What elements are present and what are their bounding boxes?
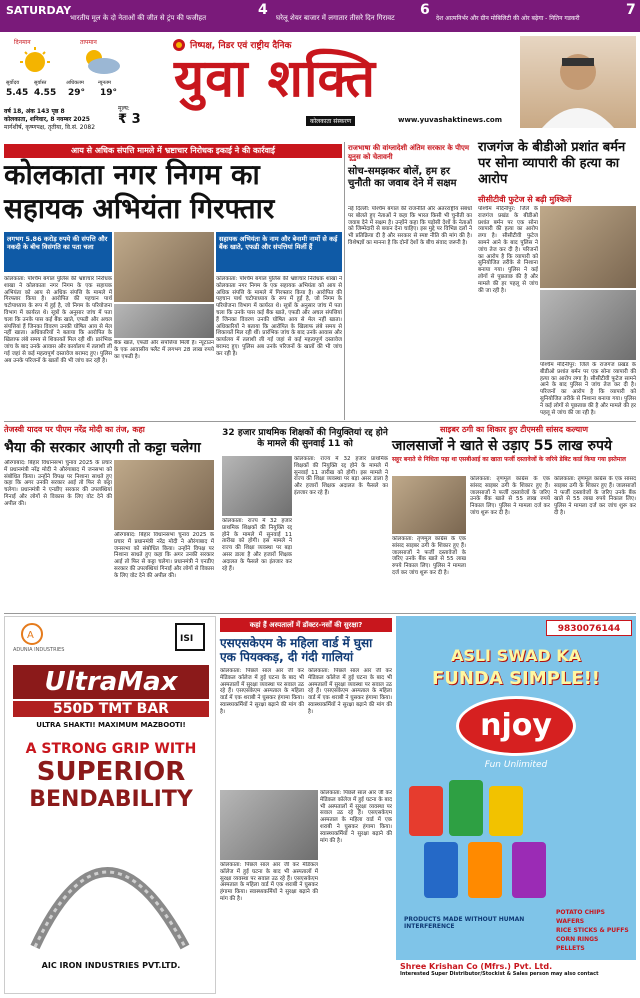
cyber-photo: [392, 476, 466, 534]
teaser-1[interactable]: भारतीय मूल के दो नेताओं की जीत से ट्रंप की फजीहत: [70, 14, 207, 22]
tejashwi-photo: [114, 460, 214, 530]
sunrise-value: 5.45: [6, 88, 29, 98]
cyber-body-2: कोलकाता: तृणमूल कांग्रेस के एक सांसद साइबर ठगी के शिकार हुए हैं। जालसाजों ने फर्जी दस्तावेजों के जरिए उनके बैंक खाते से 55 लाख रुपये निकाल लिए। पुलिस ने मामला दर्ज कर जांच शुरू कर दी है।: [470, 476, 550, 516]
weather-label-day: दिनमान: [14, 39, 31, 46]
ad-item: POTATO CHIPS: [556, 909, 605, 916]
edition-label: कोलकाता संस्करण: [306, 116, 355, 126]
lead-headline-1[interactable]: कोलकाता नगर निगम का: [4, 158, 260, 191]
tmt-bar-icon: [25, 827, 197, 957]
lead-photo-1: [114, 232, 214, 302]
sun-icon: [10, 46, 60, 76]
ad-product: 550D TMT BAR: [13, 701, 209, 717]
ad-items: [556, 908, 632, 953]
ad-slogan-1: ASLI SWAD KA: [450, 646, 582, 665]
ad-slogan-2: FUNDA SIMPLE!!: [431, 668, 601, 689]
right-lead-photo-2: [540, 290, 636, 360]
cyber-kicker: साइबर ठगी का शिकार हुए टीएमसी सांसद कल्याण: [439, 425, 589, 434]
website[interactable]: www.yuvashaktinews.com: [398, 116, 502, 124]
ad-sub: Fun Unlimited: [484, 760, 548, 770]
lead-sub-2: सहायक अभियंता के नाम और बेनामी नामों से कई बैंक खाते, एफडी और संपत्तियां मिलीं हैं: [216, 232, 342, 272]
ad-company: Shree Krishan Co (Mfrs.) Pvt. Ltd.: [400, 962, 553, 971]
sunrise-label: सूर्योदय: [6, 80, 20, 86]
teaser-3[interactable]: देश आत्मनिर्भर और ग्रीन मोबिलिटी की ओर बढ़ेगा - नितिन गडकरी: [436, 15, 580, 22]
weather-label-temp: तापमान: [80, 39, 97, 46]
teaser-3-page: 7: [626, 2, 636, 18]
ad-company: AIC IRON INDUSTRIES PVT.LTD.: [41, 961, 181, 970]
person-icon: [520, 36, 636, 128]
cyber-body-3: कोलकाता: तृणमूल कांग्रेस के एक सांसद साइबर ठगी के शिकार हुए हैं। जालसाजों ने फर्जी दस्तावेजों के जरिए उनके बैंक खाते से 55 लाख रुपये निकाल लिए। पुलिस ने मामला दर्ज कर जांच शुरू कर दी है।: [554, 476, 636, 516]
ad-brand: njoy: [456, 696, 576, 756]
hospital-kicker: कहां हैं अस्पतालों में डॉक्टर-नर्सों की सुरक्षा?: [220, 618, 392, 632]
ad-tagline: ULTRA SHAKTI! MAXIMUM MAZBOOTI!: [36, 721, 186, 729]
ultramax-ad[interactable]: [4, 616, 216, 994]
divider: [4, 421, 636, 422]
lead-body-col1: कोलकाता: पश्चिम बंगाल पुलिस की भ्रष्टाचार निरोधक शाखा ने कोलकाता नगर निगम के एक सहायक अभियंता को आय से अधिक संपत्ति के मामले में गिरफ्तार किया है। आरोपित की पहचान पार्थ चटोपाध्याय के रूप में हुई है, जो निगम के परियोजना विभाग में कार्यरत थे। सूत्रों के अनुसार जांच में पता चला कि उनके पास कई बैंक खाते, एफडी और अचल संपत्तियां हैं जिनका विवरण उनकी घोषित आय से मेल नहीं खाता। अधिकारियों ने बताया कि आरोपित के खिलाफ लंबे समय से शिकायतें मिल रही थीं। प्रारंभिक जांच के बाद उनके आवास और कार्यालय में तलाशी ली गई जहां से कई महत्वपूर्ण दस्तावेज बरामद हुए। पुलिस अब उनके परिजनों के खातों की भी जांच कर रही है।: [4, 276, 112, 364]
cyber-sub: सहूर बनाते से निधिता पढ़ा था एसबीआई का खाता फर्जी दस्तावेजों के जरिये डेबिट कार्ड किया गया इस्तेमाल: [392, 456, 626, 463]
hospital-headline[interactable]: एसएसकेएम के महिला वार्ड में घुसा एक पियक्कड़, दी गंदी गालियां: [220, 636, 373, 664]
cyber-body-1: कोलकाता: तृणमूल कांग्रेस के एक सांसद साइबर ठगी के शिकार हुए हैं। जालसाजों ने फर्जी दस्तावेजों के जरिए उनके बैंक खाते से 55 लाख रुपये निकाल लिए। पुलिस ने मामला दर्ज कर जांच शुरू कर दी है।: [392, 536, 466, 576]
top-teaser-bar: [0, 0, 640, 32]
ad-line-1: A STRONG GRIP WITH: [25, 741, 197, 757]
lead-body-col3: कोलकाता: पश्चिम बंगाल पुलिस की भ्रष्टाचार निरोधक शाखा ने कोलकाता नगर निगम के एक सहायक अभियंता को आय से अधिक संपत्ति के मामले में गिरफ्तार किया है। आरोपित की पहचान पार्थ चटोपाध्याय के रूप में हुई है, जो निगम के परियोजना विभाग में कार्यरत थे। सूत्रों के अनुसार जांच में पता चला कि उनके पास कई बैंक खाते, एफडी और अचल संपत्तियां हैं जिनका विवरण उनकी घोषित आय से मेल नहीं खाता। अधिकारियों ने बताया कि आरोपित के खिलाफ लंबे समय से शिकायतें मिल रही थीं। प्रारंभिक जांच के बाद उनके आवास और कार्यालय में तलाशी ली गई जहां से कई महत्वपूर्ण दस्तावेज बरामद हुए। पुलिस अब उनके परिजनों के खातों की भी जांच कर रही है।: [216, 276, 342, 357]
lead-sub-1: लगभग 5.86 करोड़ रुपये की संपत्ति और नकदी के बीच विसंगति का पता चला: [4, 232, 112, 272]
weather-box: [4, 36, 130, 108]
hospital-body-3: कोलकाता: पिछले साल आर जी कर मेडिकल कॉलेज में हुई घटना के बाद भी अस्पतालों में सुरक्षा व्यवस्था पर सवाल उठ रहे हैं। एसएसकेएम अस्पताल के महिला वार्ड में एक शराबी ने घुसकर हंगामा किया। स्वास्थ्यकर्मियों ने सुरक्षा बढ़ाने की मांग की है।: [220, 862, 318, 902]
ad-footer: [396, 960, 636, 994]
ad-item: WAFERS: [556, 918, 585, 925]
hospital-photo: [220, 790, 318, 860]
tejashwi-body-2: औरंगाबाद: बिहार विधानसभा चुनाव 2025 के प्रचार में प्रधानमंत्री नरेंद्र मोदी ने औरंगाबाद में जनसभा को संबोधित किया। उन्होंने विपक्ष पर निशाना साधते हुए कहा कि अगर उनकी सरकार आई तो फिर से कट्टा चलेगा। प्रधानमंत्री ने एनडीए सरकार की उपलब्धियां गिनाईं और लोगों से विकास के लिए वोट देने की अपील की।: [114, 532, 214, 579]
snack-packs-icon: [404, 776, 554, 906]
max-temp-label: अधिकतम: [66, 80, 84, 86]
ad-brand: UltraMax: [13, 665, 209, 699]
right-lead-headline[interactable]: राजगंज के बीडीओ प्रशांत बर्मन पर सोना व्यापारी की हत्या का आरोप: [478, 140, 626, 187]
right-lead-body-1: पश्चिम मेदिनीपुर: जिले के राजगंज प्रखंड के बीडीओ प्रशांत बर्मन पर एक सोना व्यापारी की हत्या का आरोप लगा है। सीसीटीवी फुटेज सामने आने के बाद पुलिस ने जांच तेज कर दी है। परिजनों का आरोप है कि व्यापारी को सुनियोजित तरीके से निशाना बनाया गया। पुलिस ने कई लोगों से पूछताछ की है और मामले की हर पहलू से जांच की जा रही है।: [478, 206, 538, 294]
price: ₹ 3: [118, 112, 141, 127]
right-lead-photo-1: [540, 206, 636, 288]
right-lead-sub: सीसीटीवी फुटेज से बढ़ी मुश्किलें: [478, 195, 572, 204]
ad-item: RICE STICKS & PUFFS: [556, 927, 629, 934]
max-temp-value: 29°: [68, 88, 86, 98]
masthead-tagline: निष्पक्ष, निडर एवं राष्ट्रीय दैनिक: [190, 41, 292, 51]
right-lead-body-2: पश्चिम मेदिनीपुर: जिले के राजगंज प्रखंड के बीडीओ प्रशांत बर्मन पर एक सोना व्यापारी की हत्या का आरोप लगा है। सीसीटीवी फुटेज सामने आने के बाद पुलिस ने जांच तेज कर दी है। परिजनों का आरोप है कि व्यापारी को सुनियोजित तरीके से निशाना बनाया गया। पुलिस ने कई लोगों से पूछताछ की है और मामले की हर पहलू से जांच की जा रही है।: [540, 362, 636, 416]
svg-text:A: A: [27, 630, 34, 641]
ad-invite: Interested Super Distributor/Stockist & Sales person may also contact: [400, 971, 599, 977]
lead-kicker: आय से अधिक संपत्ति मामले में भ्रष्टाचार निरोधक इकाई ने की कार्रवाई: [4, 144, 342, 158]
teaser-2[interactable]: घरेलू शेयर बाजार में लगातार तीसरे दिन गिरावट: [276, 14, 395, 22]
sunset-label: सूर्यास्त: [34, 80, 47, 86]
lead-photo-2: [114, 304, 214, 338]
center-headline[interactable]: सोच-समझकर बोलें, हम हर चुनौती का जवाब देने में सक्षम: [348, 166, 457, 189]
hospital-body-2: कोलकाता: पिछले साल आर जी कर मेडिकल कॉलेज में हुई घटना के बाद भी अस्पतालों में सुरक्षा व्यवस्था पर सवाल उठ रहे हैं। एसएसकेएम अस्पताल के महिला वार्ड में एक शराबी ने घुसकर हंगामा किया। स्वास्थ्यकर्मियों ने सुरक्षा बढ़ाने की मांग की है।: [308, 668, 392, 715]
hospital-body-1: कोलकाता: पिछले साल आर जी कर मेडिकल कॉलेज में हुई घटना के बाद भी अस्पतालों में सुरक्षा व्यवस्था पर सवाल उठ रहे हैं। एसएसकेएम अस्पताल के महिला वार्ड में एक शराबी ने घुसकर हंगामा किया। स्वास्थ्यकर्मियों ने सुरक्षा बढ़ाने की मांग की है।: [220, 668, 304, 715]
teachers-headline[interactable]: 32 हजार प्राथमिक शिक्षकों की नियुक्तियां रद्द होने के मामले की सुनवाई 11 को: [222, 428, 388, 449]
tejashwi-kicker: तेजस्वी यादव पर पीएम नरेंद्र मोदी का तंज, कहा: [4, 425, 145, 434]
ad-line-3: BENDABILITY: [29, 787, 193, 812]
ad-small-brand: ADUNIA INDUSTRIES: [13, 647, 65, 653]
teaser-1-page: 4: [258, 2, 268, 18]
lead-headline-2[interactable]: सहायक अभियंता गिरफ्तार: [4, 192, 275, 225]
tejashwi-headline[interactable]: भैया की सरकार आएगी तो कट्टा चलेगा: [4, 440, 201, 456]
min-temp-label: न्यूनतम: [98, 80, 111, 86]
isi-mark-icon: [175, 623, 205, 651]
weekday: SATURDAY: [6, 4, 72, 17]
issue-date: कोलकाता, शनिवार, 8 नवम्बर 2025: [4, 116, 90, 123]
svg-text:ISI: ISI: [180, 634, 194, 644]
cloud-sun-icon: [74, 46, 124, 76]
divider: [4, 613, 636, 614]
teachers-photo: [222, 456, 292, 516]
cyber-headline[interactable]: जालसाजों ने खाते से उड़ाए 55 लाख रुपये: [392, 438, 613, 454]
ad-line-2: SUPERIOR: [36, 757, 186, 787]
volume: वर्ष 18, अंक 143 पृष्ठ 8: [4, 108, 65, 115]
ad-note: PRODUCTS MADE WITHOUT HUMAN INTERFERENCE: [404, 916, 525, 930]
hindu-date: मार्गशीर्ष, कृष्णपक्ष, तृतीया, वि.सं. 2082: [4, 124, 96, 131]
teaser-2-page: 6: [420, 2, 430, 18]
leader-photo: [520, 36, 636, 128]
ad-item: CORN RINGS: [556, 936, 599, 943]
tejashwi-body-1: औरंगाबाद: बिहार विधानसभा चुनाव 2025 के प्रचार में प्रधानमंत्री नरेंद्र मोदी ने औरंगाबाद में जनसभा को संबोधित किया। उन्होंने विपक्ष पर निशाना साधते हुए कहा कि अगर उनकी सरकार आई तो फिर से कट्टा चलेगा। प्रधानमंत्री ने एनडीए सरकार की उपलब्धियां गिनाईं और लोगों से विकास के लिए वोट देने की अपील की।: [4, 460, 112, 507]
sunset-value: 4.55: [34, 88, 57, 98]
min-temp-value: 19°: [100, 88, 118, 98]
masthead-title: युवा शक्ति: [174, 49, 376, 109]
center-body: नई दिल्ली: पश्चिम बंगाल की राजनीति और अंतरराष्ट्रीय संबंधों पर बोलते हुए नेताओं ने कहा कि भारत किसी भी चुनौती का जवाब देने में सक्षम है। उन्होंने कहा कि पड़ोसी देशों के नेताओं को जिम्मेदारी से बयान देना चाहिए। इस मुद्दे पर विभिन्न दलों ने भी प्रतिक्रिया दी है और सरकार से स्पष्ट नीति की मांग की है। विशेषज्ञों का मानना है कि दोनों देशों के बीच संवाद जरूरी है।: [348, 206, 472, 246]
njoy-ad[interactable]: [396, 616, 636, 994]
hospital-body-4: कोलकाता: पिछले साल आर जी कर मेडिकल कॉलेज में हुई घटना के बाद भी अस्पतालों में सुरक्षा व्यवस्था पर सवाल उठ रहे हैं। एसएसकेएम अस्पताल के महिला वार्ड में एक शराबी ने घुसकर हंगामा किया। स्वास्थ्यकर्मियों ने सुरक्षा बढ़ाने की मांग की है।: [320, 790, 392, 844]
ad-phone[interactable]: 9830076144: [546, 620, 632, 636]
lead-caption: बैंक खाते, एफडी और संपत्तियां मिलीं हैं। न्यूटाउन के एक आवासीय फ्लैट में लगभग 28 लाख रुपये का एफडी है।: [114, 340, 214, 360]
teachers-body-1: कोलकाता: राज्य में 32 हजार प्राथमिक शिक्षकों की नियुक्ति रद्द होने के मामले में सुनवाई 11 तारीख को होगी। इस मामले ने राज्य की शिक्षा व्यवस्था पर बड़ा असर डाला है और हजारों शिक्षक अदालत के फैसले का इंतजार कर रहे हैं।: [294, 456, 388, 496]
divider: [344, 142, 345, 420]
teachers-body-2: कोलकाता: राज्य में 32 हजार प्राथमिक शिक्षकों की नियुक्ति रद्द होने के मामले में सुनवाई 11 तारीख को होगी। इस मामले ने राज्य की शिक्षा व्यवस्था पर बड़ा असर डाला है और हजारों शिक्षक अदालत के फैसले का इंतजार कर रहे हैं।: [222, 518, 292, 572]
price-label: मूल्य:: [118, 105, 130, 112]
adunia-logo-icon: [21, 623, 43, 645]
ad-item: PELLETS: [556, 945, 585, 952]
center-kicker: राजभाषा की वांग्लादेशी अंतिम सरकार के पीएम यूनुस को चेतावनी: [348, 144, 470, 161]
